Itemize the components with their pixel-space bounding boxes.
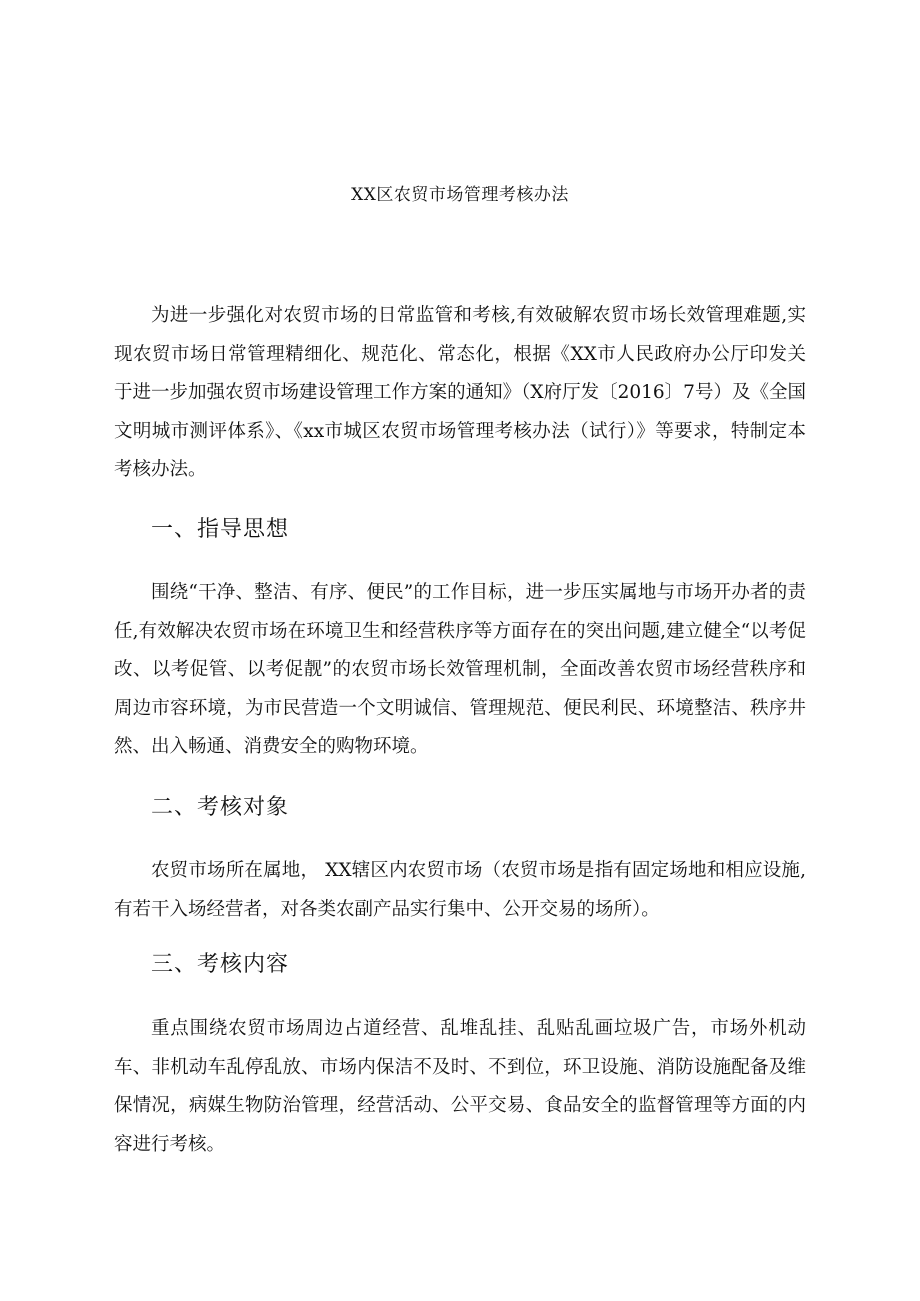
section-text-assessment-content: 重点围绕农贸市场周边占道经营、乱堆乱挂、乱贴乱画垃圾广告，市场外机动车、非机动车乱停乱放、市场内保洁不及时、不到位，环卫设施、消防设施配备及维保情况，病媒生物防治管理，经营活动、公平交易、食品安全的监督管理等方面的内容进行考核。 [114,1018,806,1155]
section-heading-assessment-targets: 二、考核对象 [151,795,290,820]
section-text-assessment-targets: 农贸市场所在属地， XX辖区内农贸市场（农贸市场是指有固定场地和相应设施,有若干入场经营者，对各类农副产品实行集中、公开交易的场所）。 [114,860,806,920]
section-heading-assessment-content: 三、考核内容 [151,952,290,977]
section-text-guiding-ideology: 围绕“干净、整洁、有序、便民”的工作目标，进一步压实属地与市场开办者的责任,有效解决农贸市场在环境卫生和经营秩序等方面存在的突出问题,建立健全“以考促改、以考促管、以考促靓”的农贸市场长效管理机制，全面改善农贸市场经营秩序和周边市容环境，为市民营造一个文明诚信、管理规范、便民利民、环境整洁、秩序井然、出入畅通、消费安全的购物环境。 [114,582,806,757]
intro-paragraph: 为进一步强化对农贸市场的日常监管和考核,有效破解农贸市场长效管理难题,实现农贸市场日常管理精细化、规范化、常态化，根据《XX市人民政府办公厅印发关于进一步加强农贸市场建设管理工作方案的通知》（X府厅发〔2016〕7号）及《全国文明城市测评体系》、《xx市城区农贸市场管理考核办法（试行）》等要求，特制定本考核办法。 [114,305,806,480]
section-heading-guiding-ideology: 一、指导思想 [151,517,290,542]
document-title: XX区农贸市场管理考核办法 [351,185,569,205]
